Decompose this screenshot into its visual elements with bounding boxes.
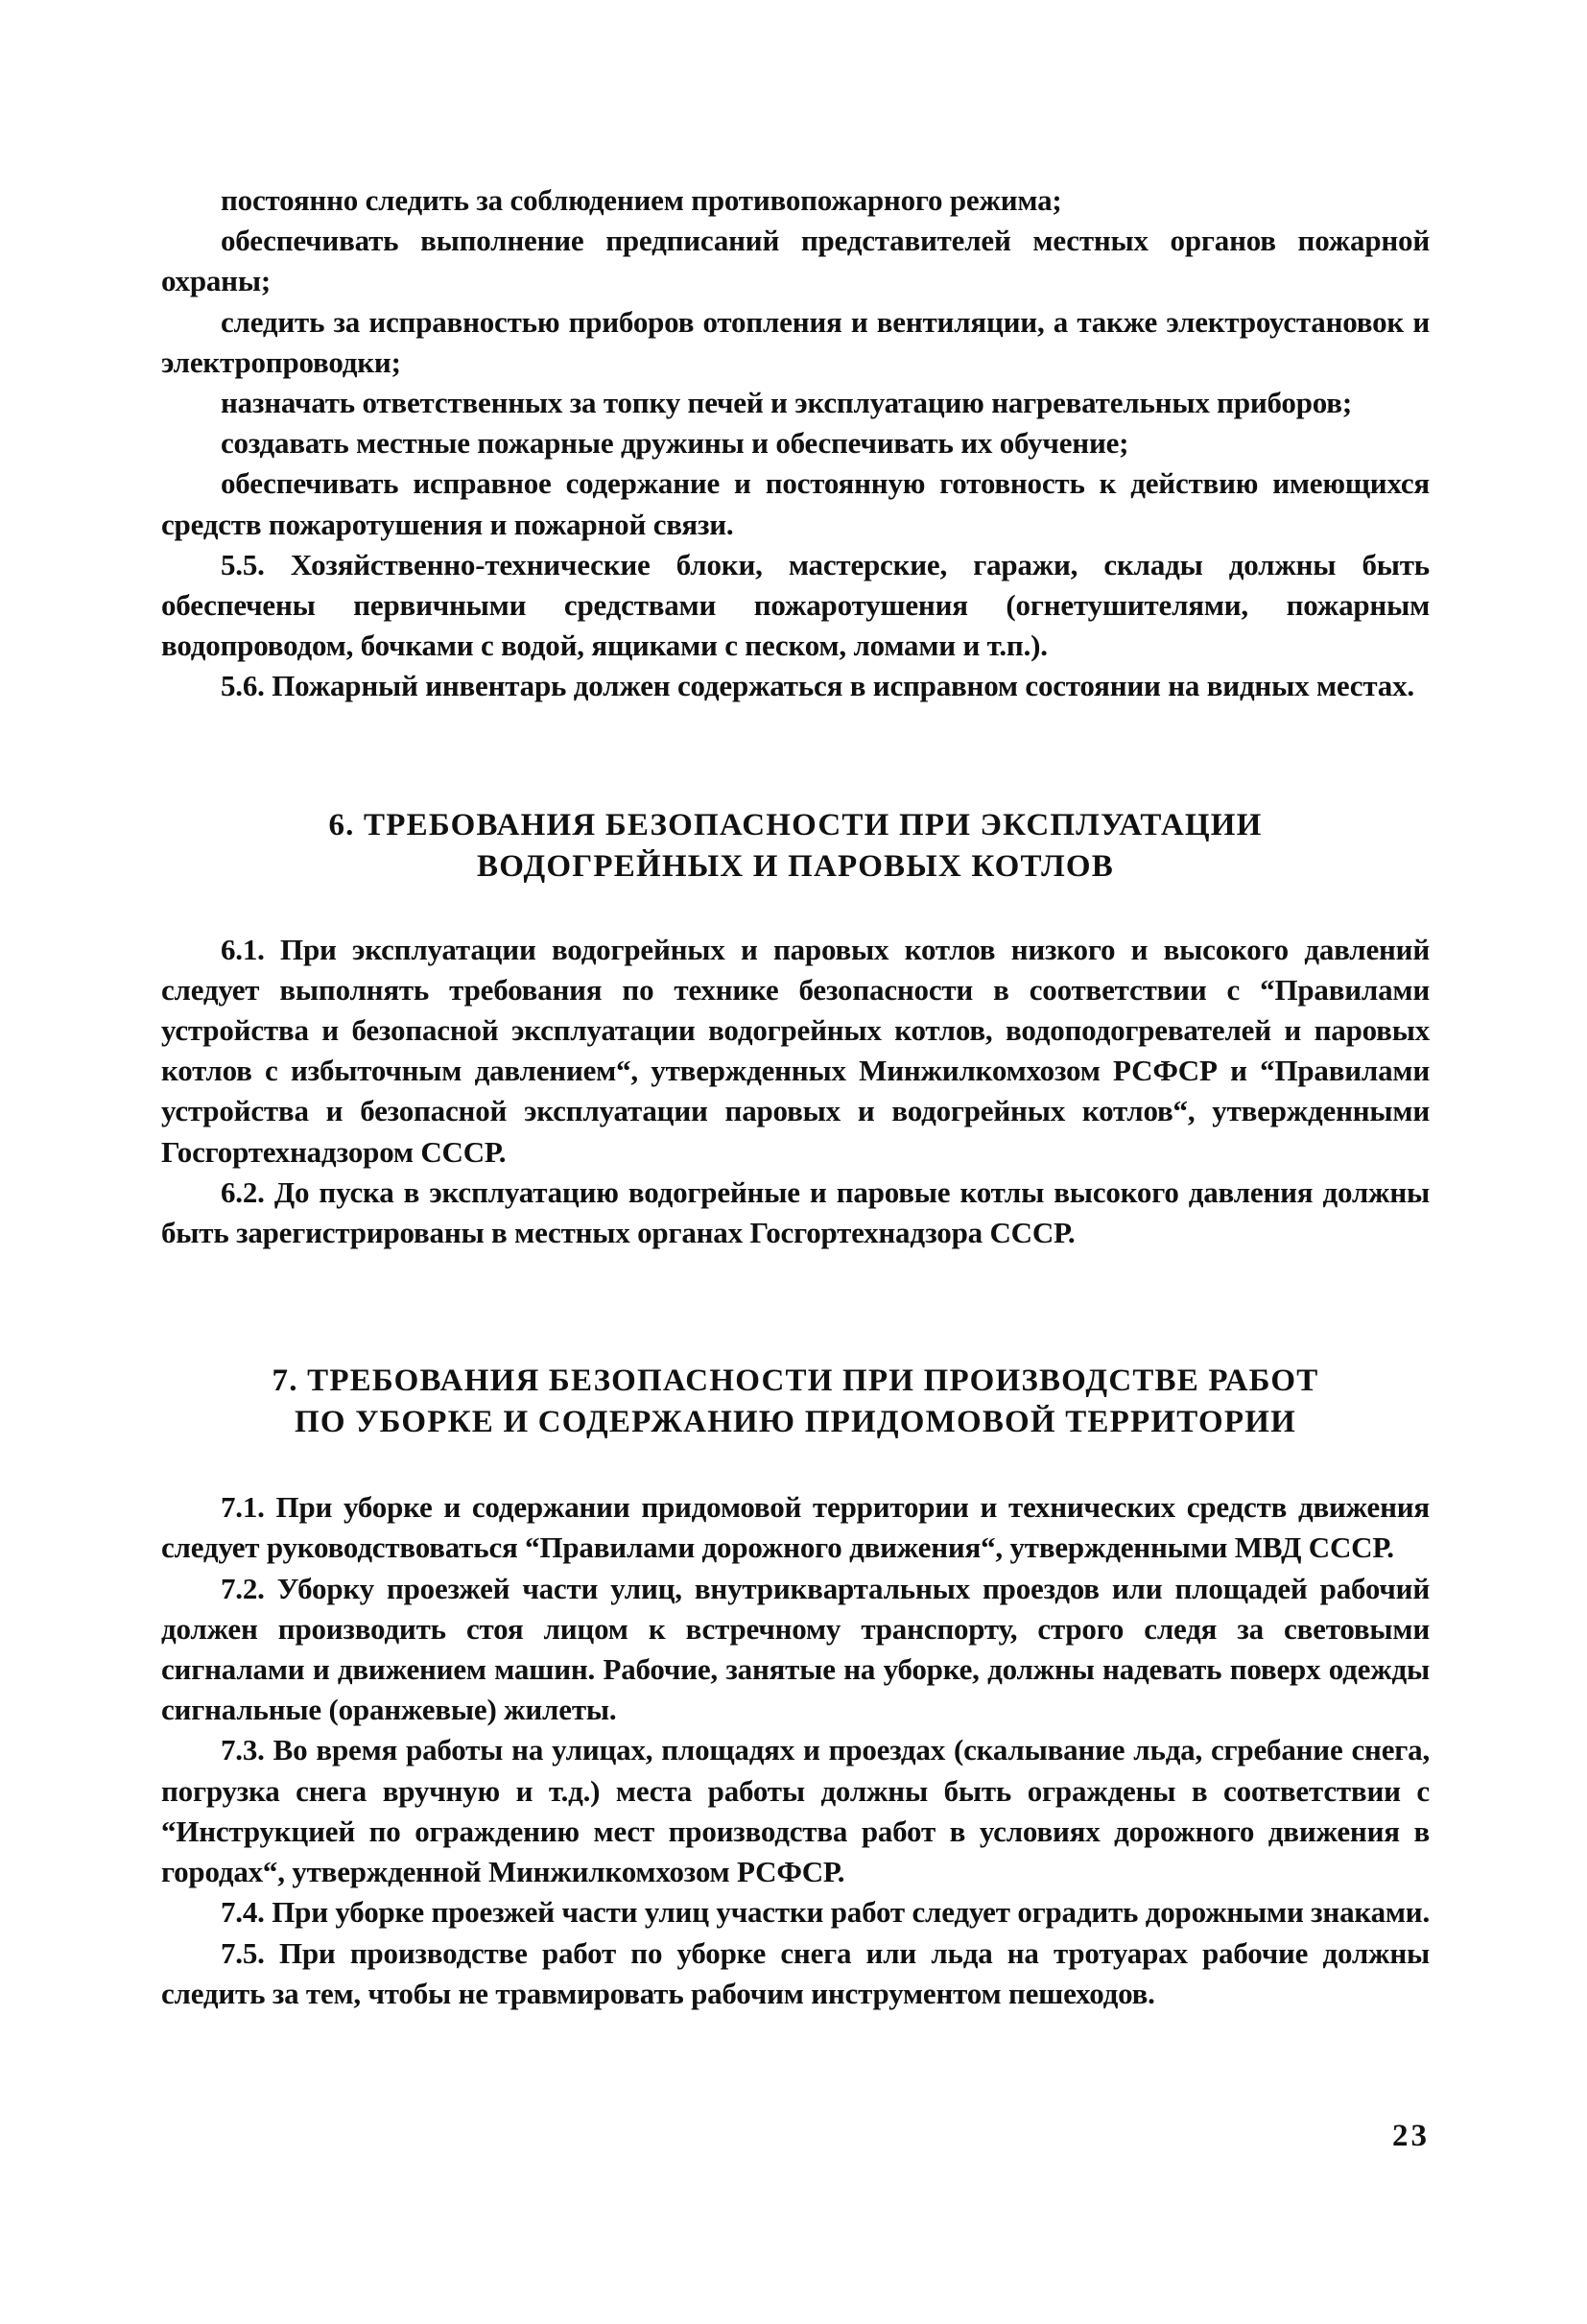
section-title-line: ПО УБОРКЕ И СОДЕРЖАНИЮ ПРИДОМОВОЙ ТЕРРИТОРИИ [295,1405,1296,1440]
clause-7-3 [161,1730,1430,1892]
clause-text: При производстве работ по уборке снега или льда на тротуарах рабочие должны следить за тем, чтобы не травмировать рабочим инструментом пешеходов. [161,1935,1430,2010]
clause-number: 6.2. [221,1174,265,1209]
clause-text: Пожарный инвентарь должен содержаться в исправном состоянии на видных местах. [264,669,1414,703]
intro-paragraph: обеспечивать исправное содержание и постоянную готовность к действию имеющихся средств пожаротушения и пожарной связи. [161,466,1430,541]
intro-paragraph: следить за исправностью приборов отопления и вентиляции, а также электроустановок и электропроводки; [161,304,1430,379]
clause-7-5 [161,1933,1430,2014]
intro-paragraph: постоянно следить за соблюдением противопожарного режима; [221,183,1062,217]
section-7-heading [161,1361,1430,1443]
section-6-heading [161,805,1430,888]
section-title-line: 7. ТРЕБОВАНИЯ БЕЗОПАСНОСТИ ПРИ ПРОИЗВОДСТВЕ РАБОТ [272,1364,1319,1399]
clause-number: 7.3. [221,1733,265,1767]
intro-list [161,180,1430,545]
clause-text: Уборку проезжей части улиц, внутриквартальных проездов или площадей рабочий должен производить стоя лицом к встречному транспорту, строго следя за световыми сигналами и движением машин. Рабочие, занятые на уборке, должны надевать поверх одежды сигнальные (оранжевые) жилеты. [161,1571,1430,1727]
section-title-line: ВОДОГРЕЙНЫХ И ПАРОВЫХ КОТЛОВ [477,848,1114,884]
clause-6-2 [161,1173,1430,1253]
clause-text: При эксплуатации водогрейных и паровых котлов низкого и высокого давлений следует выполнять требования по технике безопасности в соответствии с “Правилами устройства и безопасной эксплуатации водогрейных котлов, водоподогревателей и паровых котлов с избыточным давлением“, утвержденных Минжилкомхозом РСФСР и “Правилами устройства и безопасной эксплуатации паровых и водогрейных котлов“, утвержденными Госгортехнадзором СССР. [161,932,1430,1169]
clause-number: 5.5. [221,547,265,581]
clause-number: 7.1. [221,1490,265,1525]
clause-6-1 [161,930,1430,1173]
clause-text: Хозяйственно-технические блоки, мастерские, гаражи, склады должны быть обеспечены первичными средствами пожаротушения (огнетушителями, пожарным водопроводом, бочками с водой, ящиками с песком, ломами и т.п.). [161,547,1430,663]
clause-number: 7.2. [221,1571,265,1605]
document-page [161,180,1430,2014]
section-title-line: 6. ТРЕБОВАНИЯ БЕЗОПАСНОСТИ ПРИ ЭКСПЛУАТАЦИИ [328,807,1263,842]
page-number: 23 [1392,2119,1430,2153]
clause-5-5 [161,545,1430,667]
clause-number: 7.5. [221,1935,265,1970]
clause-5-6 [161,666,1430,706]
clause-text: При уборке и содержании придомовой территории и технических средств движения следует руководствоваться “Правилами дорожного движения“, утвержденными МВД СССР. [161,1490,1430,1565]
clause-number: 7.4. [221,1895,265,1930]
clause-7-4 [161,1892,1430,1933]
intro-paragraph: обеспечивать выполнение предписаний представителей местных органов пожарной охраны; [161,224,1430,298]
clause-text: До пуска в эксплуатацию водогрейные и паровые котлы высокого давления должны быть зарегистрированы в местных органах Госгортехнадзора СССР. [161,1174,1430,1250]
clause-7-1 [161,1487,1430,1568]
clause-7-2 [161,1569,1430,1731]
clause-text: Во время работы на улицах, площадях и проездах (скалывание льда, сгребание снега, погрузка снега вручную и т.д.) места работы должны быть ограждены в соответствии с “Инструкцией по ограждению мест производства работ в условиях дорожного движения в городах“, утвержденной Минжилкомхозом РСФСР. [161,1733,1430,1889]
clause-number: 6.1. [221,932,265,966]
clause-text: При уборке проезжей части улиц участки работ следует оградить дорожными знаками. [264,1895,1431,1930]
clause-number: 5.6. [221,669,265,703]
intro-paragraph: назначать ответственных за топку печей и эксплуатацию нагревательных приборов; [221,386,1352,420]
intro-paragraph: создавать местные пожарные дружины и обеспечивать их обучение; [221,426,1129,461]
